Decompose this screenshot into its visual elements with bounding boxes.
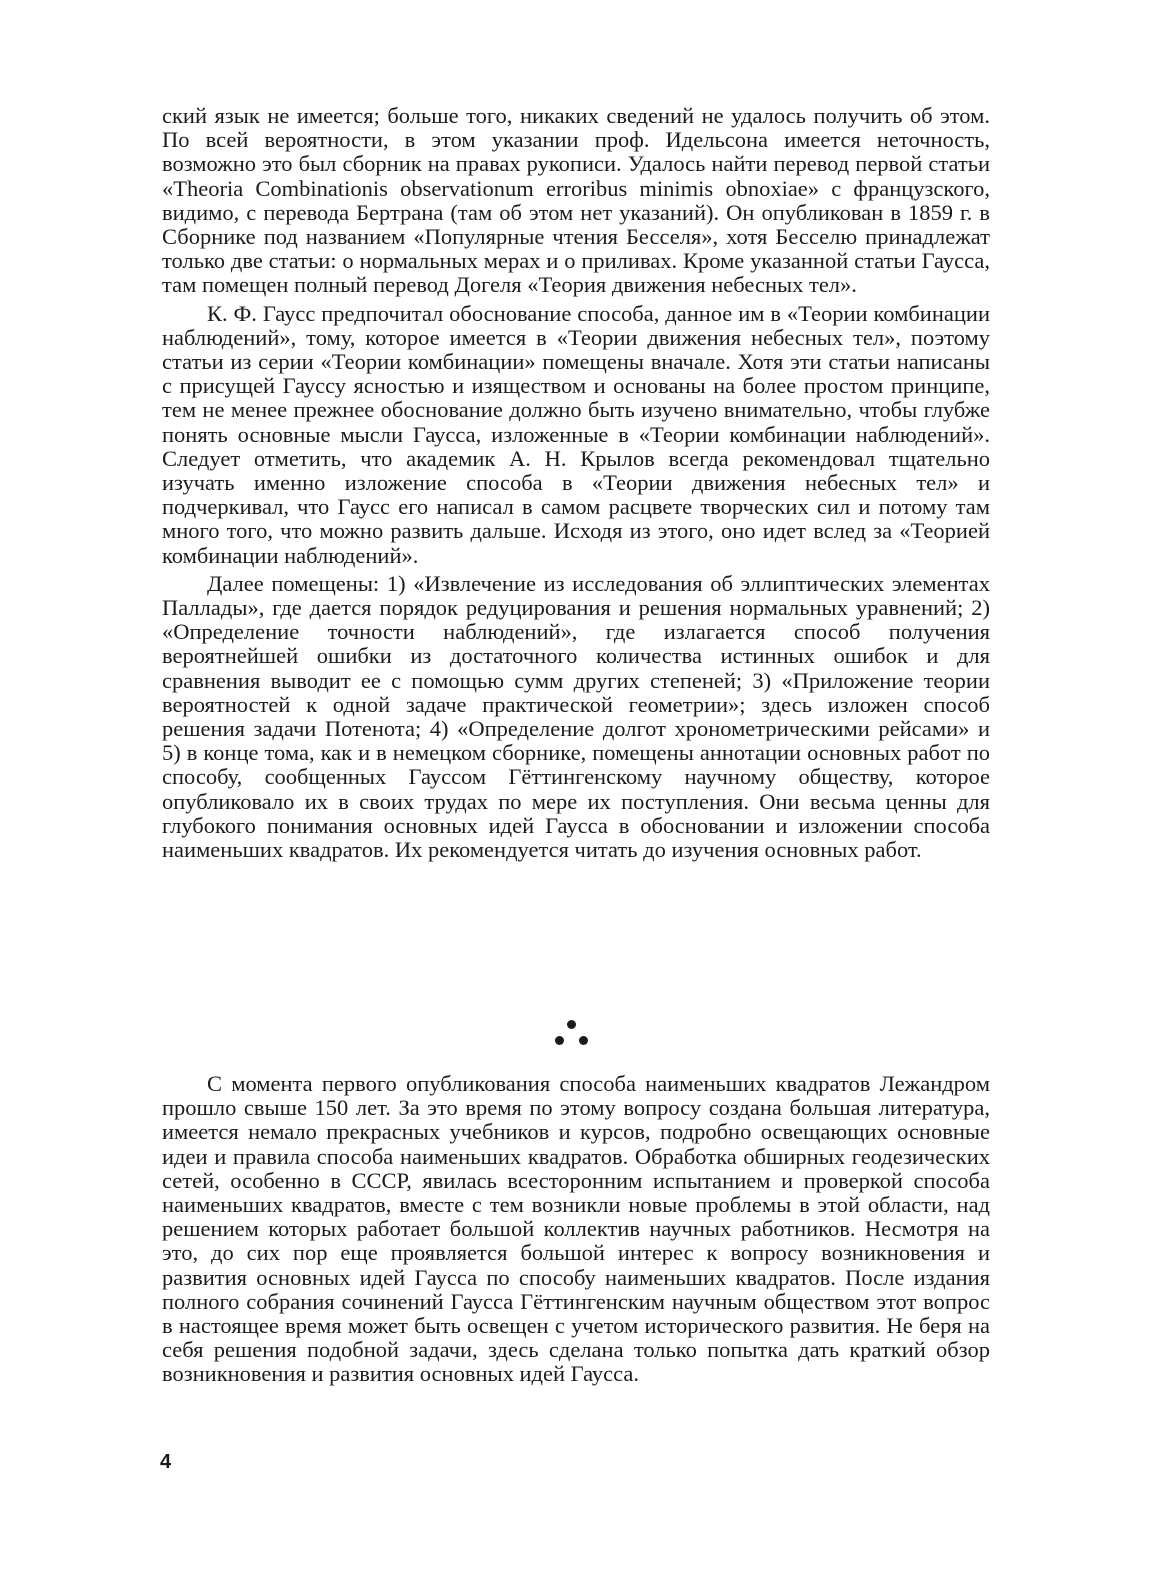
- asterisk-icon: [579, 1036, 588, 1045]
- asterisk-icon: [555, 1036, 564, 1045]
- text-block-bottom: [162, 1072, 990, 1387]
- section-divider-asterism: [553, 1018, 593, 1048]
- paragraph-contents-list: Далее помещены: 1) «Извлечение из исследования об эллиптических элементах Паллады», где дается порядок редуцирования и решения нормальных уравнений; 2) «Определение точности наблюдений», где излагается способ получения вероятнейшей ошибки из достаточного количества истинных ошибок и для сравнения выводит ее с помощью сумм других степеней; 3) «Приложение теории вероятностей к одной задаче практической геометрии»; здесь изложен способ решения задачи Потенота; 4) «Определение долгот хронометрическими рейсами» и 5) в конце тома, как и в немецком сборнике, помещены аннотации основных работ по способу, сообщенных Гауссом Гёттингенскому научному обществу, которое опубликовало их в своих трудах по мере их поступления. Они весьма ценны для глубокого понимания основных идей Гаусса в обосновании и изложении способа наименьших квадратов. Их рекомендуется читать до изучения основных работ.: [162, 570, 990, 863]
- paragraph-gauss-preference: К. Ф. Гаусс предпочитал обоснование способа, данное им в «Теории комбинации наблюдений», тому, которое имеется в «Теории движения небесных тел», поэтому статьи из серии «Теории комбинации» помещены вначале. Хотя эти статьи написаны с присущей Гауссу ясностью и изяществом и основаны на более простом принципе, тем не менее прежнее обоснование должно быть изучено внимательно, чтобы глубже понять основные мысли Гаусса, изложенные в «Теории комбинации наблюдений». Следует отметить, что академик А. Н. Крылов всегда рекомендовал тщательно изучать именно изложение способа в «Теории движения небесных тел» и подчеркивал, что Гаусс его написал в самом расцвете творческих сил и потому там много того, что можно развить дальше. Исходя из этого, оно идет вслед за «Теорией комбинации наблюдений».: [162, 300, 990, 568]
- text-block-top: [162, 104, 990, 862]
- paragraph-history-overview: С момента первого опубликования способа наименьших квадратов Лежандром прошло свыше 150 лет. За это время по этому вопросу создана большая литература, имеется немало прекрасных учебников и курсов, подробно освещающих основные идеи и правила способа наименьших квадратов. Обработка обширных геодезических сетей, особенно в СССР, явилась всесторонним испытанием и проверкой способа наименьших квадратов, вместе с тем возникли новые проблемы в этой области, над решением которых работает большой коллектив научных работников. Несмотря на это, до сих пор еще проявляется большой интерес к вопросу возникновения и развития основных идей Гаусса по способу наименьших квадратов. После издания полного собрания сочинений Гаусса Гёттингенским научным обществом этот вопрос в настоящее время может быть освещен с учетом исторического развития. Не беря на себя решения подобной задачи, здесь сделана только попытка дать краткий обзор возникновения и развития основных идей Гаусса.: [162, 1071, 990, 1387]
- asterisk-icon: [567, 1020, 576, 1029]
- page-number: 4: [160, 1451, 172, 1473]
- paragraph-continued: ский язык не имеется; больше того, никаких сведений не удалось получить об этом. По всей вероятности, в этом указании проф. Идельсона имеется неточность, возможно это был сборник на правах рукописи. Удалось найти перевод первой статьи «Theoria Combinationis observationum erroribus minimis obnoxiae» с французского, видимо, с перевода Бертрана (там об этом нет указаний). Он опубликован в 1859 г. в Сборнике под названием «Популярные чтения Бесселя», хотя Бесселю принадлежат только две статьи: о нормальных мерах и о приливах. Кроме указанной статьи Гаусса, там помещен полный перевод Догеля «Теория движения небесных тел».: [162, 103, 990, 298]
